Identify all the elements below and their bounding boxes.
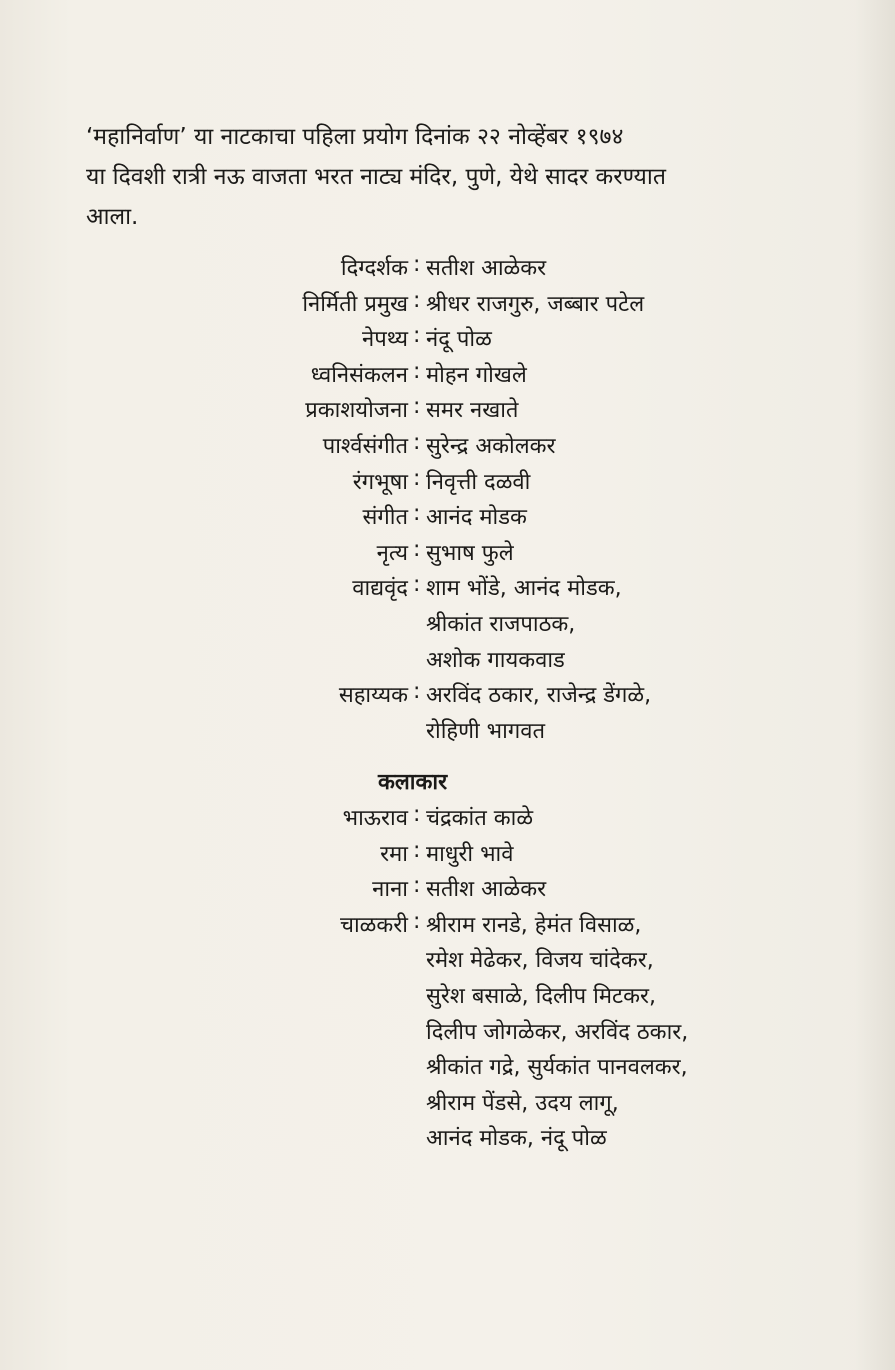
role-label: संगीत [362,505,408,531]
colon-separator: : [413,536,421,562]
role-label: दिग्दर्शक [340,256,408,281]
cast-row [0,1016,895,1052]
role-label: वाद्यवृंद [352,576,408,602]
colon-separator: : [413,430,421,455]
person-names: अशोक गायकवाड [426,647,565,673]
colon-separator: : [413,837,421,863]
colon-separator: : [413,802,421,827]
person-names: श्रीधर राजगुरु, जब्बार पटेल [426,291,645,317]
role-label: निर्मिती प्रमुख [302,291,408,317]
credit-row [0,359,895,395]
person-names: सतीश आळेकर [426,256,547,281]
person-names: सतीश आळेकर [426,877,547,903]
person-names: शाम भोंडे, आनंद मोडक, [426,576,622,602]
cast-row [0,1051,895,1087]
credit-row [0,394,895,430]
person-names: चंद्रकांत काळे [426,806,534,831]
person-names: अरविंद ठकार, राजेन्द्र डेंगळे, [426,683,652,709]
role-label: नाना [372,877,408,903]
intro-line: या दिवशी रात्री नऊ वाजता भरत नाट्य मंदिर, पुणे, येथे सादर करण्यात [86,164,666,190]
colon-separator: : [413,287,421,313]
credit-row [0,537,895,573]
colon-separator: : [413,252,421,277]
role-label: भाऊराव [342,806,408,831]
role-label: ध्वनिसंकलन [310,362,408,388]
intro-line: आला. [86,204,139,230]
intro-paragraph [86,117,786,237]
role-label: नेपथ्य [362,327,408,353]
colon-separator: : [413,908,421,934]
colon-separator: : [413,873,421,899]
cast-row [0,802,895,838]
person-names: श्रीकांत राजपाठक, [426,612,576,637]
colon-separator: : [413,394,421,420]
colon-separator: : [413,323,421,349]
role-label: सहाय्यक [338,683,408,709]
colon-separator: : [413,501,421,527]
person-names: रोहिणी भागवत [426,718,545,744]
role-label: रमा [380,841,408,867]
person-names: सुभाष फुले [426,540,514,566]
credit-row [0,679,895,715]
person-names: आनंद मोडक, नंदू पोळ [426,1126,607,1152]
person-names: श्रीराम पेंडसे, उदय लागू, [426,1090,619,1116]
cast-row [0,944,895,980]
person-names: सुरेन्द्र अकोलकर [426,434,556,459]
credit-row [0,608,895,644]
person-names: मोहन गोखले [426,362,527,388]
cast-row [0,1087,895,1123]
cast-row [0,1122,895,1158]
cast-row [0,980,895,1016]
role-label: प्रकाशयोजना [305,398,408,424]
intro-line: ‘महानिर्वाण’ या नाटकाचा पहिला प्रयोग दिनांक २२ नोव्हेंबर १९७४ [86,124,624,150]
person-names: माधुरी भावे [426,841,514,867]
cast-heading: कलाकार [378,770,448,796]
credit-row [0,501,895,537]
person-names: श्रीराम रानडे, हेमंत विसाळ, [426,912,642,938]
credit-row [0,466,895,502]
credit-row [0,288,895,324]
person-names: श्रीकांत गद्रे, सुर्यकांत पानवलकर, [426,1055,688,1081]
credit-row [0,252,895,288]
person-names: समर नखाते [426,398,519,424]
cast-row [0,838,895,874]
person-names: नंदू पोळ [426,327,492,353]
person-names: सुरेश बसाळे, दिलीप मिटकर, [426,984,656,1009]
credit-row [0,430,895,466]
credit-row [0,323,895,359]
credit-row [0,715,895,751]
colon-separator: : [413,358,421,384]
person-names: रमेश मेढेकर, विजय चांदेकर, [426,948,654,974]
person-names: आनंद मोडक [426,505,527,531]
person-names: दिलीप जोगळेकर, अरविंद ठकार, [426,1019,689,1045]
credit-row [0,572,895,608]
credit-row [0,644,895,680]
role-label: नृत्य [376,540,408,566]
cast-row [0,873,895,909]
role-label: पार्श्वसंगीत [322,434,408,459]
colon-separator: : [413,572,421,598]
cast-row [0,909,895,945]
colon-separator: : [413,465,421,491]
role-label: रंगभूषा [352,469,408,495]
colon-separator: : [413,679,421,705]
person-names: निवृत्ती दळवी [426,469,531,495]
role-label: चाळकरी [340,912,408,938]
